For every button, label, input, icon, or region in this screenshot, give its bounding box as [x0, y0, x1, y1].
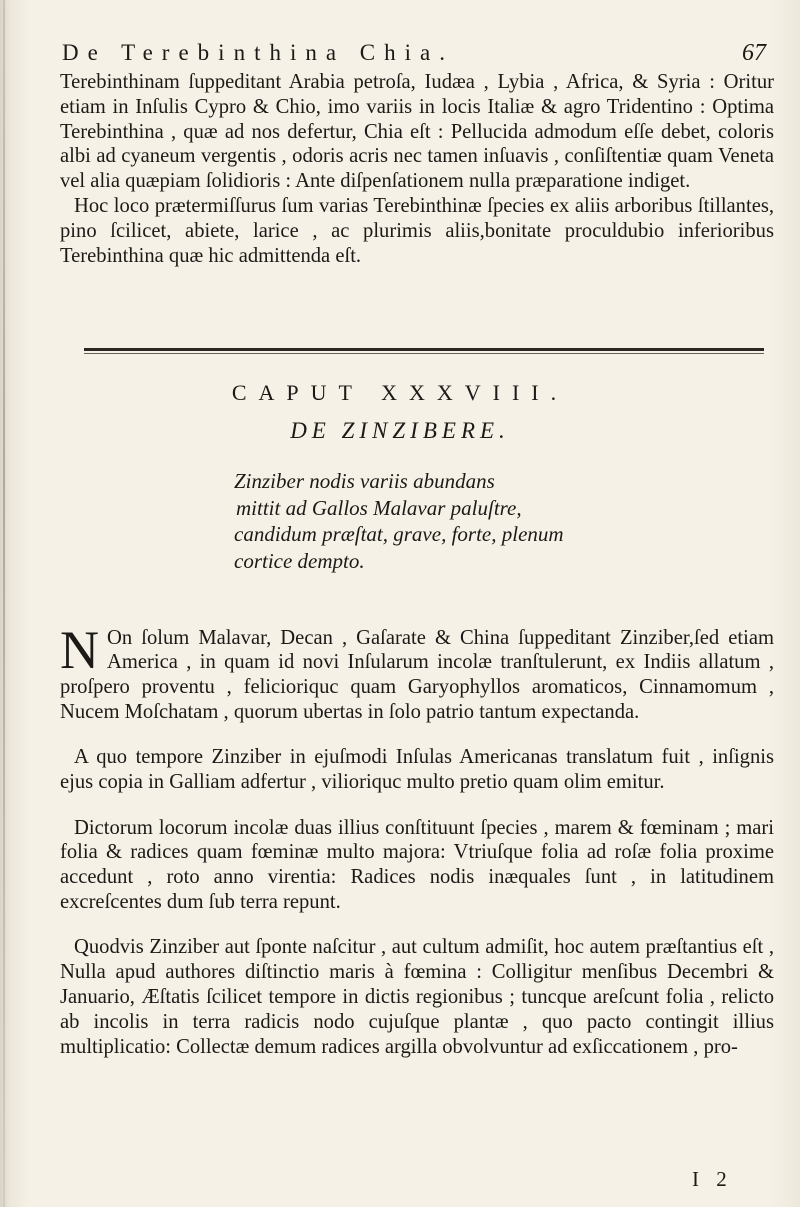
paragraph-origin-text: On ſolum Malavar, Decan , Gaſarate & China ſuppeditant Zinziber,ſed etiam America , in quam id novi Inſularum incolæ tranſtulerunt, ex Indiis allatum , proſpero proventu , felicioriquc quam Garyophyllos aromaticos, Cinnamomum , Nucem Moſchatam , quorum ubertas in ſolo patrio tantum expectanda. [60, 626, 774, 723]
epigraph-line: candidum præſtat, grave, forte, plenum [234, 522, 564, 546]
paragraph-species-sex: Dictorum locorum incolæ duas illius conſtituunt ſpecies , marem & fœminam ; mari folia & radices quam fœminæ multo majora: Vtriuſque folia ad roſæ folia proxime accedunt , roto anno virentia: Radices nodis inæquales ſunt , in latitudinem excreſcentes dum ſub terra repunt. [60, 816, 774, 913]
running-header [62, 40, 770, 67]
signature-mark: I 2 [692, 1167, 733, 1191]
page-number: 67 [742, 40, 766, 66]
paragraph-origin [60, 619, 774, 725]
paragraph-terebinthina: Terebinthinam ſuppeditant Arabia petroſa, Iudæa , Lybia , Africa, & Syria : Oritur etiam in Inſulis Cypro & Chio, imo variis in locis Italiæ & agro Tridentino : Optima Terebinthina , quæ ad nos defertur, Chia eſt : Pellucida admodum eſſe debet, coloris albi ad cyaneum vergentis , odoris acris nec tamen inſuavis , conſiſtentiæ quam Veneta vel alia quæpiam ſolidioris : Ante diſpenſationem nulla præparatione indiget. [60, 71, 774, 193]
drop-cap: N [60, 619, 99, 680]
running-title: De Terebinthina Chia. [62, 40, 454, 65]
section-rule [84, 348, 764, 351]
binding-gutter [3, 0, 5, 1207]
chapter-heading: CAPUT XXXVIII. [231, 380, 569, 405]
chapter-epigraph [234, 468, 754, 574]
paragraph-america: A quo tempore Zinziber in ejuſmodi Inſulas Americanas translatum fuit , inſignis ejus copia in Galliam adfertur , vilioriquc multo pretio quam olim emitur. [60, 746, 774, 794]
text-block-top [60, 70, 774, 268]
section-rule-thin [84, 353, 764, 354]
chapter-subject: DE ZINZIBERE. [290, 418, 510, 443]
epigraph-line: cortice dempto. [234, 548, 365, 573]
epigraph-line: Zinziber nodis variis abundans [234, 469, 495, 493]
paragraph-species: Hoc loco prætermiſſurus ſum varias Terebinthinæ ſpecies ex aliis arboribus ſtillantes, pino ſcilicet, abiete, larice , ac plurimis aliis,bonitate proculdubio inferioribus Terebinthina quæ hic admittenda eſt. [60, 194, 774, 267]
text-block-main [60, 605, 774, 1080]
paragraph-harvest: Quodvis Zinziber aut ſponte naſcitur , aut cultum admiſit, hoc autem præſtantius eſt , Nulla apud authores diſtinctio maris à fœmina : Colligitur menſibus Decembri & Januario, Æſtatis ſcilicet tempore in dictis regionibus ; tuncque areſcunt folia , relicto ab incolis in terra radicis nodo cujuſque plantæ , quo pacto contingit illius multiplicatio: Collectæ demum radices argilla obvolvuntur ad exſiccationem , pro- [60, 936, 774, 1058]
epigraph-line: mittit ad Gallos Malavar paluſtre, [236, 495, 522, 520]
